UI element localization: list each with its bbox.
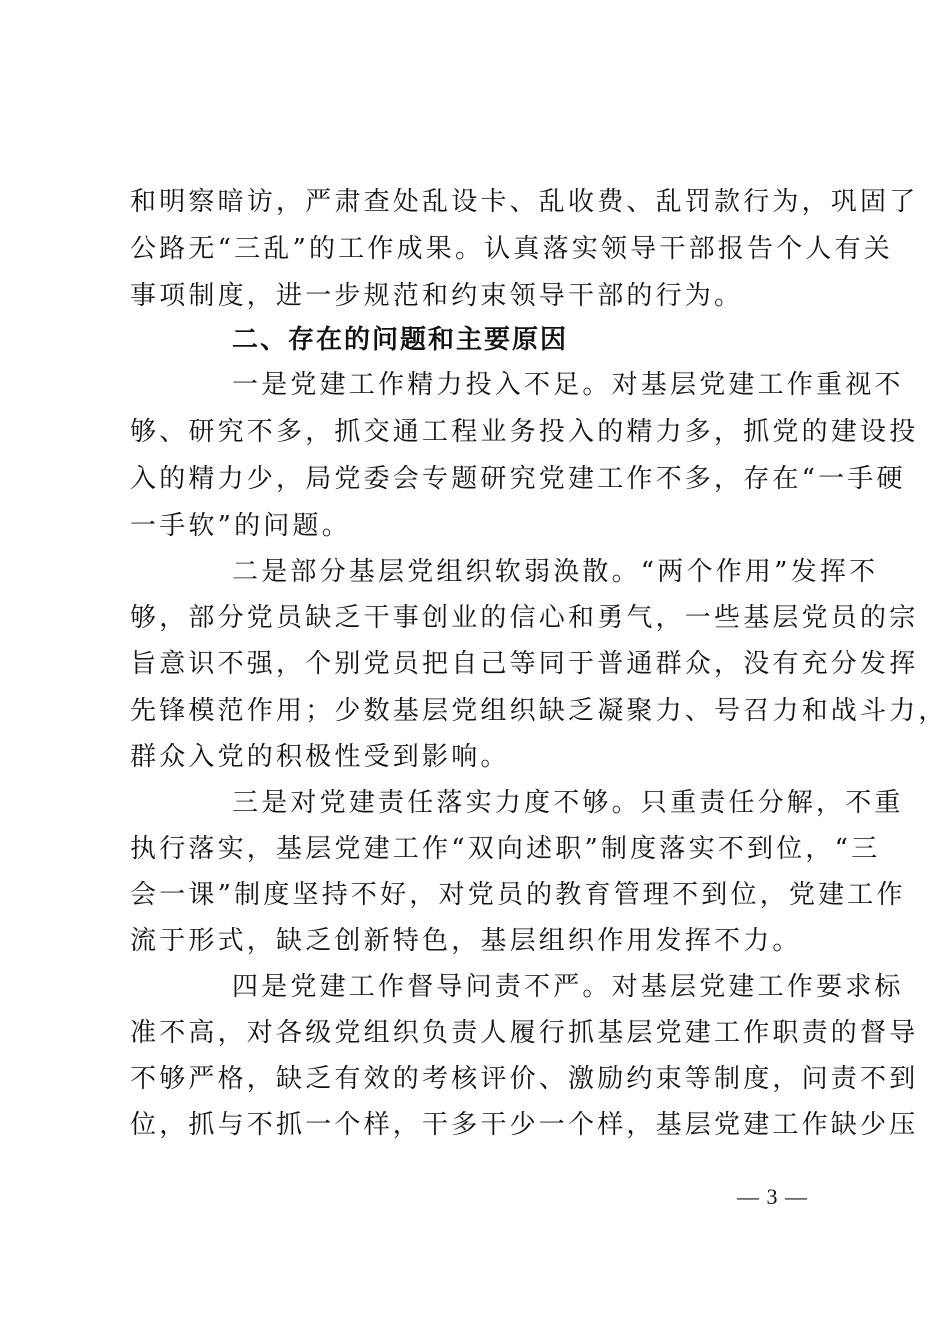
paragraph-line: 一是党建工作精力投入不足。对基层党建工作重视不 xyxy=(232,370,904,400)
paragraph-line: 旨意识不强，个别党员把自己等同于普通群众，没有充分发挥 xyxy=(130,649,919,679)
paragraph-line: 公路无“三乱”的工作成果。认真落实领导干部报告个人有关 xyxy=(130,234,893,264)
page-number: — 3 — xyxy=(737,1184,808,1209)
paragraph-line: 事项制度，进一步规范和约束领导干部的行为。 xyxy=(130,281,744,311)
paragraph-line: 一手软”的问题。 xyxy=(130,511,351,541)
paragraph-line: 入的精力少，局党委会专题研究党建工作不多，存在“一手硬 xyxy=(130,464,906,494)
paragraph-line: 准不高，对各级党组织负责人履行抓基层党建工作职责的督导 xyxy=(130,1018,919,1048)
section-heading: 二、存在的问题和主要原因 xyxy=(232,325,569,355)
paragraph-line: 会一课”制度坚持不好，对党员的教育管理不到位，党建工作 xyxy=(130,880,906,910)
paragraph-line: 够、研究不多，抓交通工程业务投入的精力多，抓党的建设投 xyxy=(130,417,919,447)
paragraph-line: 不够严格，缺乏有效的考核评价、激励约束等制度，问责不到 xyxy=(130,1064,919,1094)
paragraph-line: 流于形式，缺乏创新特色，基层组织作用发挥不力。 xyxy=(130,926,802,956)
paragraph-line: 执行落实，基层党建工作“双向述职”制度落实不到位，“三 xyxy=(130,834,881,864)
paragraph-line: 够，部分党员缺乏干事创业的信心和勇气，一些基层党员的宗 xyxy=(130,603,919,633)
paragraph-line: 四是党建工作督导问责不严。对基层党建工作要求标 xyxy=(232,972,904,1002)
paragraph-line: 二是部分基层党组织软弱涣散。“两个作用”发挥不 xyxy=(232,557,879,587)
paragraph-line: 群众入党的积极性受到影响。 xyxy=(130,742,510,772)
paragraph-line: 和明察暗访，严肃查处乱设卡、乱收费、乱罚款行为，巩固了 xyxy=(130,187,919,217)
paragraph-line: 三是对党建责任落实力度不够。只重责任分解，不重 xyxy=(232,788,904,818)
paragraph-line: 位，抓与不抓一个样，干多干少一个样，基层党建工作缺少压 xyxy=(130,1110,919,1140)
paragraph-line: 先锋模范作用；少数基层党组织缺乏凝聚力、号召力和战斗力， xyxy=(130,696,948,726)
